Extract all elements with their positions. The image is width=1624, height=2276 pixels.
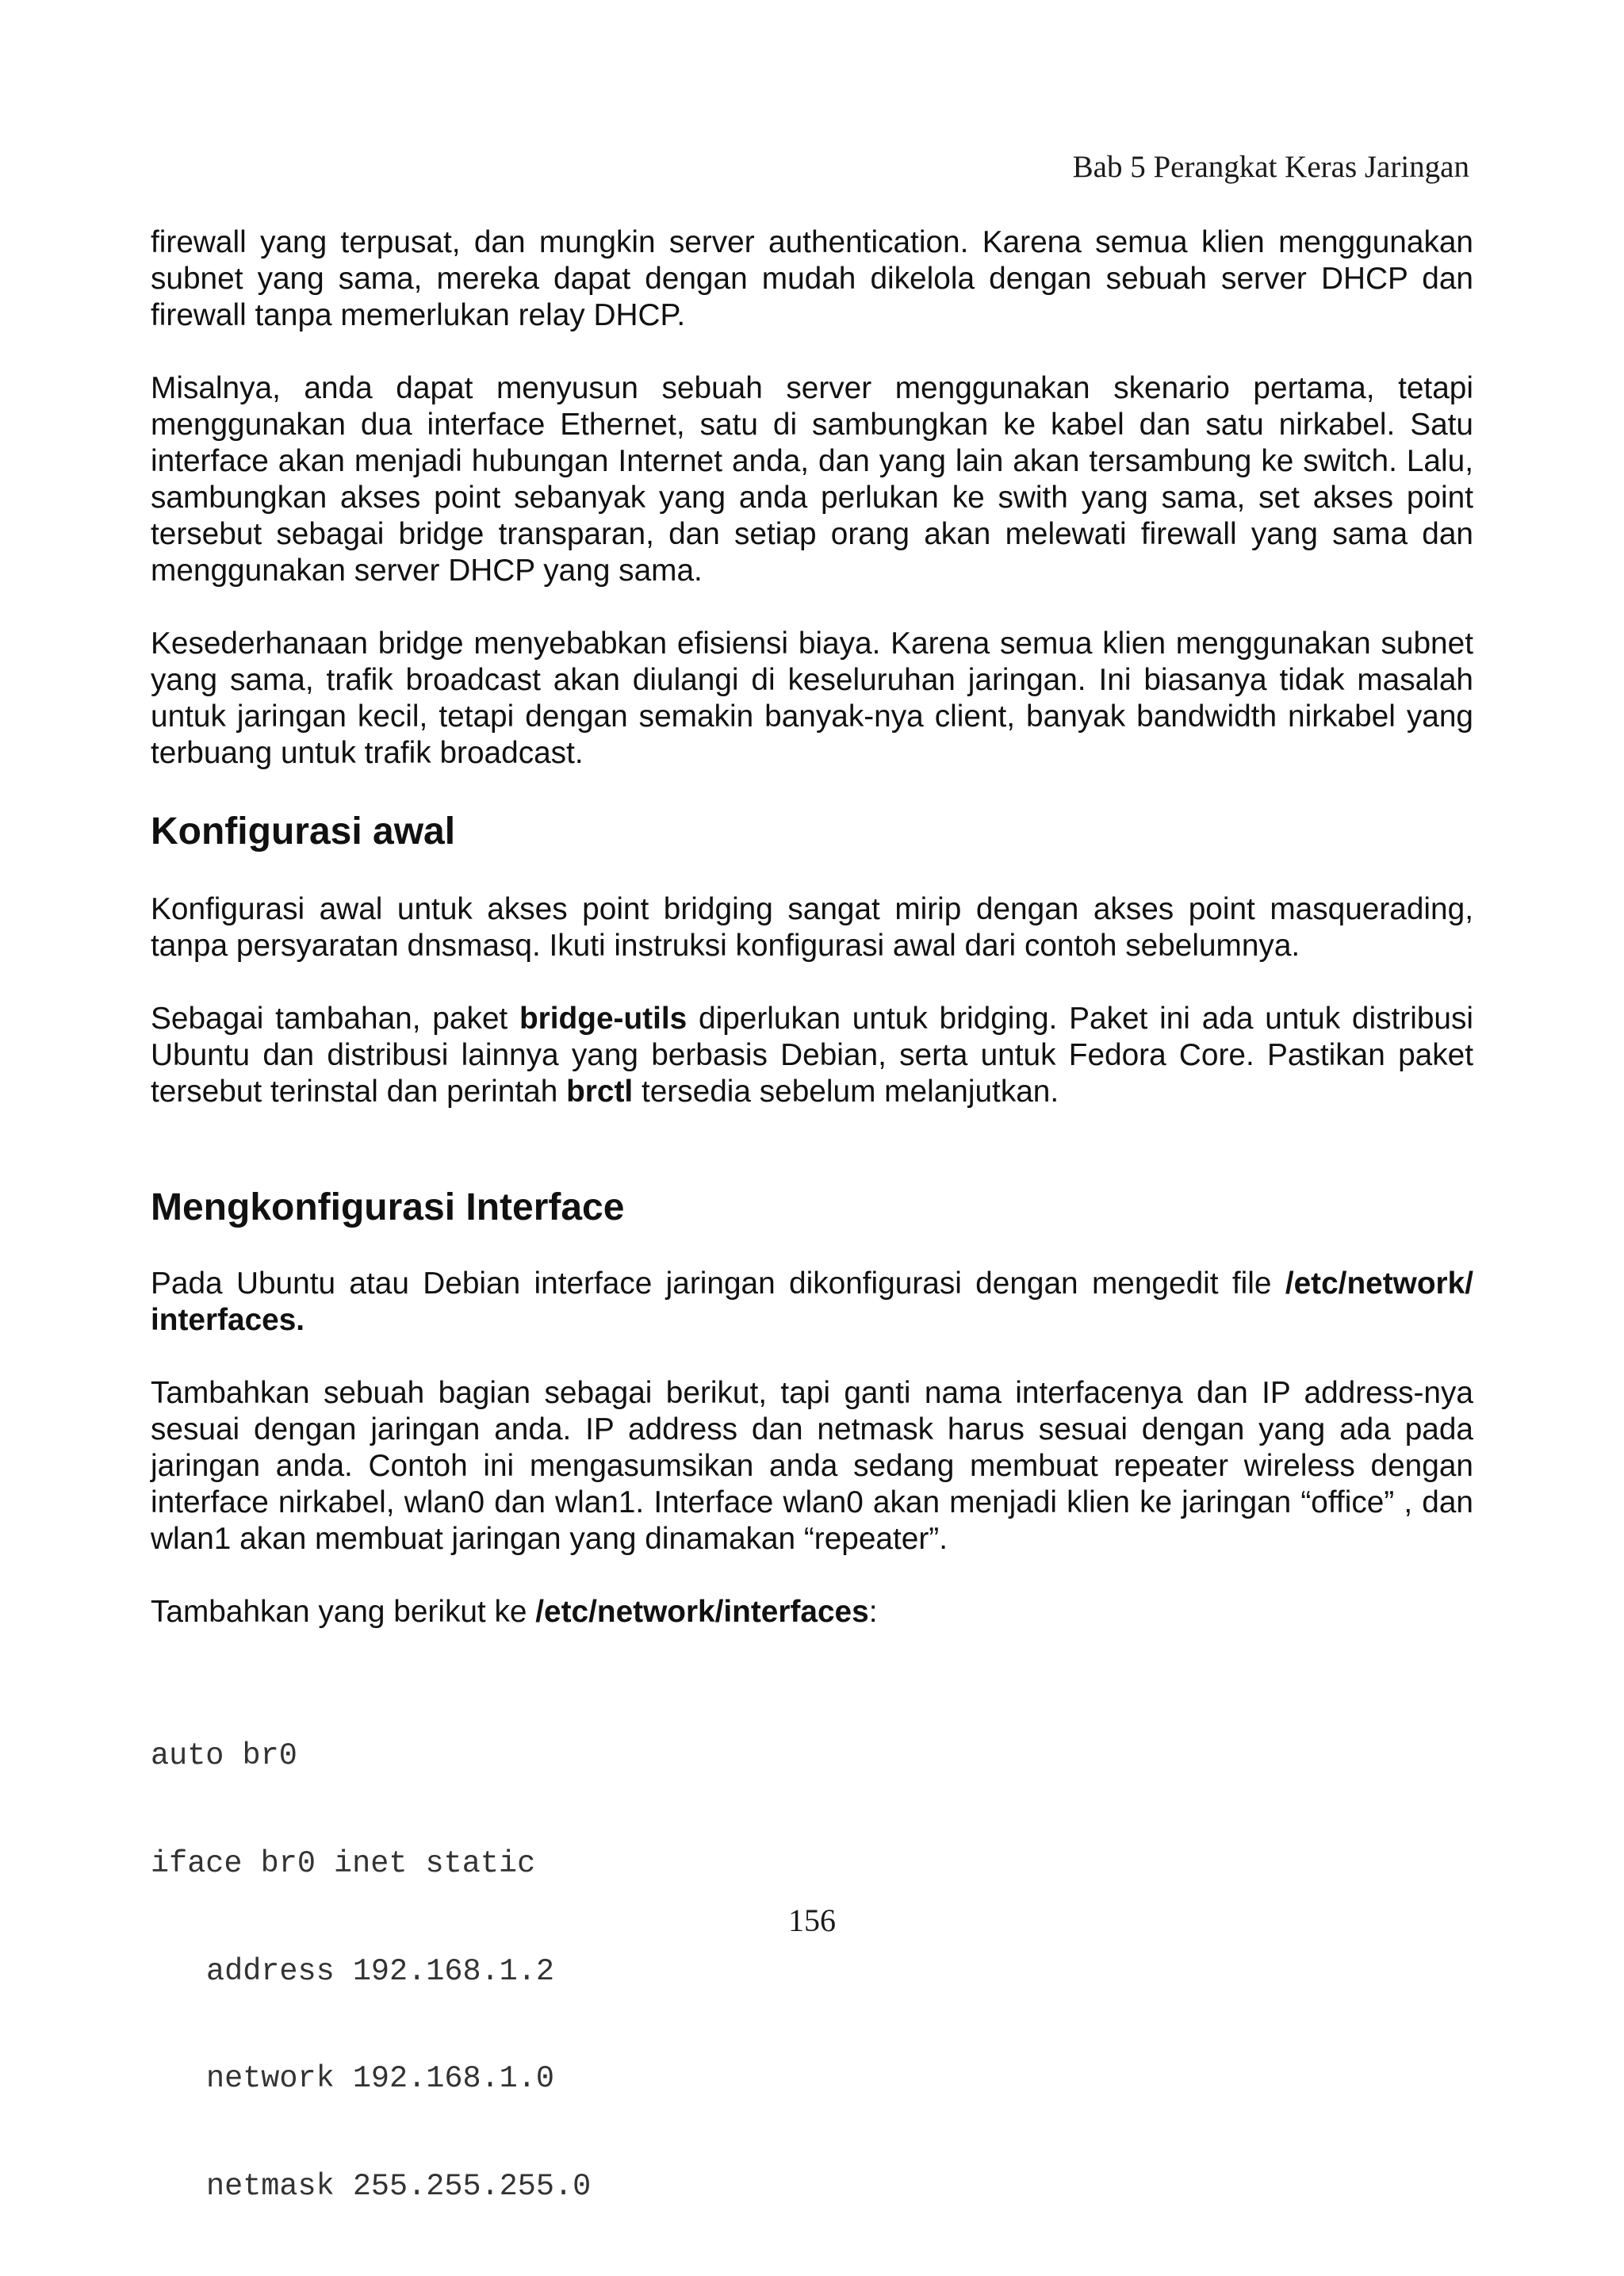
paragraph-add-section: Tambahkan sebuah bagian sebagai berikut, tapi ganti nama interfacenya dan IP address-nya sesuai dengan jaringan anda. IP address dan netmask harus sesuai dengan yang ada pada jaringan anda. Contoh ini mengasumsikan anda sedang membuat repeater wireless dengan interface nirkabel, wlan0 dan wlan1. Interface wlan0 akan menjadi klien ke jaringan “office” , dan wlan1 akan membuat jaringan yang dinamakan “repeater”. [151,1376,1473,1556]
text-run: Tambahkan yang berikut ke [151,1595,536,1629]
command-name-brctl: brctl [566,1075,634,1109]
paragraph-ubuntu-debian [151,1266,1473,1339]
code-line: address 192.168.1.2 [206,1953,554,1989]
section-heading-initial-config: Konfigurasi awal [151,810,456,853]
page-content [151,224,1473,2276]
paragraph-example-server: Misalnya, anda dapat menyusun sebuah server menggunakan skenario pertama, tetapi menggunakan dua interface Ethernet, satu di sambungkan ke kabel dan satu nirkabel. Satu interface akan menjadi hubungan Internet anda, dan yang lain akan tersambung ke switch. Lalu, sambungkan akses point sebanyak yang anda perlukan ke swith yang sama, set akses point tersebut sebagai bridge transparan, dan setiap orang akan melewati firewall yang sama dan menggunakan server DHCP yang sama. [151,371,1473,588]
code-line: netmask 255.255.255.0 [206,2168,592,2204]
paragraph-add-following [151,1594,1473,1630]
text-run: diperlukan untuk bridging. Paket ini ada untuk distribusi Ubuntu dan distribusi lainnya yang berbasis Debian, serta untuk Fedora Core. Pastikan paket tersebut terinstal dan perintah [151,1002,1473,1109]
text-run: Sebagai tambahan, paket [151,1002,519,1036]
section-heading-interface-config: Mengkonfigurasi Interface [151,1186,625,1228]
file-path-interfaces: /etc/network/ interfaces. [151,1266,1473,1337]
text-run: Pada Ubuntu atau Debian interface jaringan dikonfigurasi dengan mengedit file [151,1266,1285,1301]
code-line: iface br0 inet static [151,1846,536,1882]
text-run: : [868,1595,878,1629]
page-number: 156 [788,1902,836,1938]
paragraph-bridge-simplicity: Kesederhanaan bridge menyebabkan efisiensi biaya. Karena semua klien menggunakan subnet yang sama, trafik broadcast akan diulangi di keseluruhan jaringan. Ini biasanya tidak masalah untuk jaringan kecil, tetapi dengan semakin banyak-nya client, banyak bandwidth nirkabel yang terbuang untuk trafik broadcast. [151,626,1473,770]
code-block [151,1667,1473,2276]
paragraph-initial-config: Konfigurasi awal untuk akses point bridging sangat mirip dengan akses point masquerading, tanpa persyaratan dnsmasq. Ikuti instruksi konfigurasi awal dari contoh sebelumnya. [151,892,1473,963]
code-line: auto br0 [151,1738,297,1774]
text-run: tersedia sebelum melanjutkan. [633,1075,1059,1109]
paragraph-bridge-utils [151,1001,1473,1110]
package-name-bridge-utils: bridge-utils [519,1002,688,1036]
running-header: Bab 5 Perangkat Keras Jaringan [1072,150,1469,184]
paragraph-firewall: firewall yang terpusat, dan mungkin server authentication. Karena semua klien menggunakan subnet yang sama, mereka dapat dengan mudah dikelola dengan sebuah server DHCP dan firewall tanpa memerlukan relay DHCP. [151,225,1473,332]
file-path-etc-network-interfaces: /etc/network/interfaces [535,1595,869,1629]
code-line: network 192.168.1.0 [206,2061,554,2097]
